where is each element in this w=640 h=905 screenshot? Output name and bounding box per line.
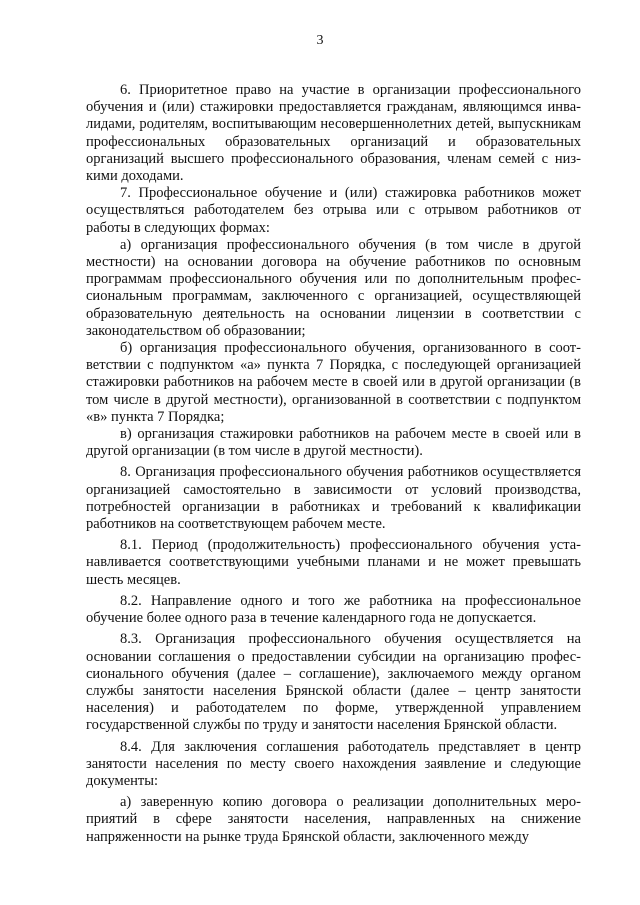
paragraph-7v: в) организация стажировки работников на рабочем месте в своей или в другой организации (в том числе в другой местности). [86, 426, 581, 460]
paragraph-8-3: 8.3. Организация профессионального обучения осуществляется на основании соглашения о предоставлении субсидии на организацию профессионального обучения (далее – соглашение), заключаемого между органом службы занятости населения Брянской области (далее – центр занятости населения) и работодателем по форме, утвержденной управлением государственной службы по труду и занятости населения Брянской области. [86, 631, 581, 734]
paragraph-8-4a: а) заверенную копию договора о реализации дополнительных мероприятий в сфере занятости населения, направленных на снижение напряженности на рынке труда Брянской области, заключенного между [86, 794, 581, 845]
paragraph-7a: а) организация профессионального обучения (в том числе в другой местности) на основании договора на обучение работников по основным программам профессионального обучения или по дополнительным профессиональным программам, заключенного с организацией, осуществляющей образовательную деятельность на основании лицензии в соответствии с законодательством об образовании; [86, 236, 581, 339]
paragraph-8: 8. Организация профессионального обучения работников осуществляется организацией самостоятельно в зависимости от условий производства, потребностей организации в работниках и требований к квалификации работников на соответствующем рабочем месте. [86, 464, 581, 533]
paragraph-8-2: 8.2. Направление одного и того же работника на профессиональное обучение более одного раза в течение календарного года не допускается. [86, 592, 581, 627]
paragraph-8-1: 8.1. Период (продолжительность) профессионального обучения устанавливается соответствующими учебными планами и не может превышать шесть месяцев. [86, 537, 581, 588]
paragraph-7b: б) организация профессионального обучения, организованного в соответствии с подпунктом «а» пункта 7 Порядка, с последующей организацией стажировки работников на рабочем месте в своей или в другой организации (в том числе в другой местности), организованной в соответствии с подпунктом «в» пункта 7 Порядка; [86, 340, 581, 425]
paragraph-8-4: 8.4. Для заключения соглашения работодатель представляет в центр занятости населения по месту своего нахождения заявление и следующие документы: [86, 738, 581, 789]
paragraph-7-training-forms: 7. Профессиональное обучение и (или) стажировка работников может осуществляться работодателем без отрыва или с отрывом работников от работы в следующих формах: [86, 185, 581, 236]
document-body [86, 82, 581, 846]
page-number: 3 [316, 33, 324, 48]
paragraph-6-priority-right: 6. Приоритетное право на участие в организации профессионального обучения и (или) стажировки предоставляется гражданам, являющимся инвалидами, родителям, воспитывающим несовершеннолетних детей, выпускникам профессиональных образовательных организаций и образовательных организаций высшего профессионального образования, членам семей с низкими доходами. [86, 82, 581, 185]
